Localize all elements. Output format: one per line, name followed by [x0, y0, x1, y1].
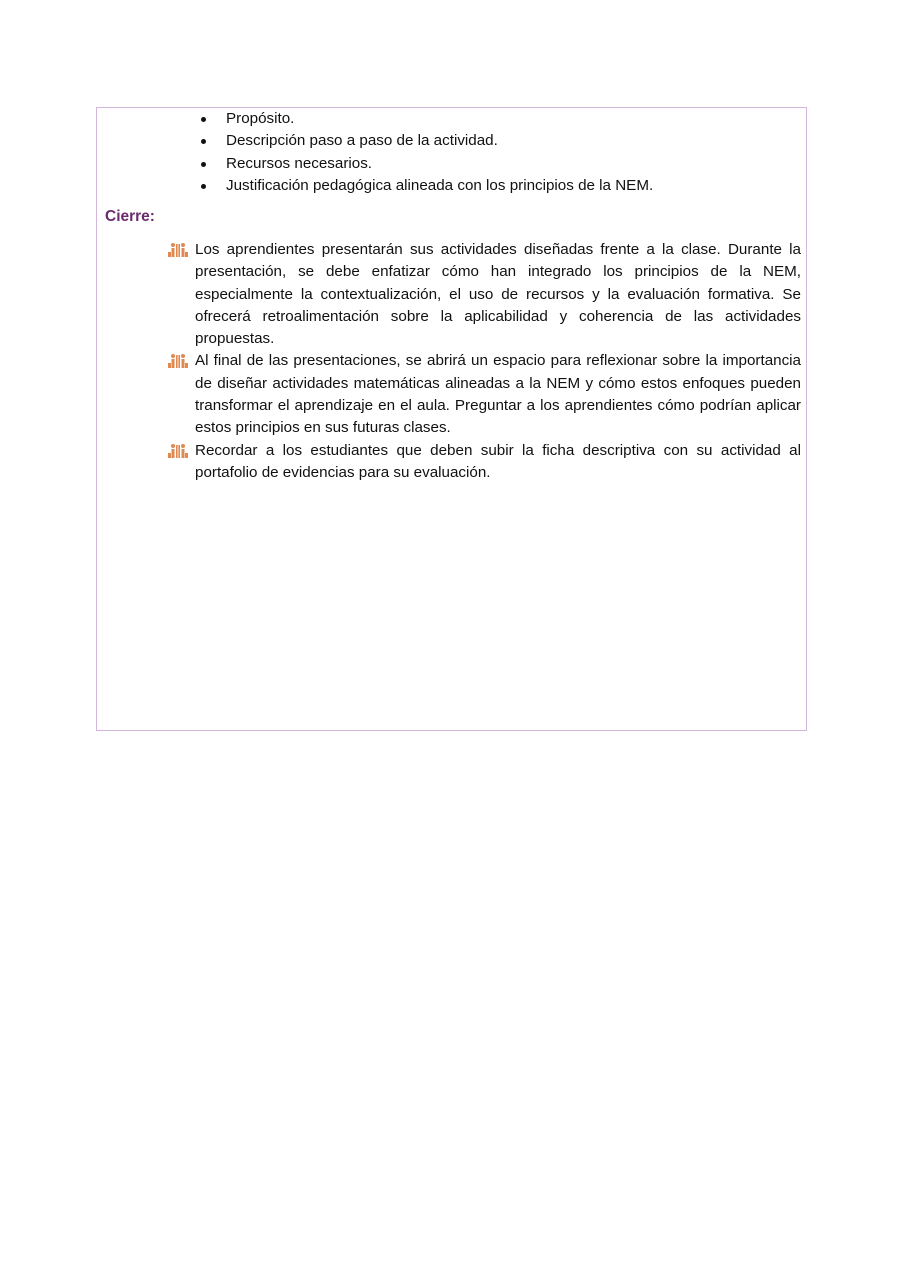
bullet-dot-icon [201, 117, 206, 122]
list-item [97, 175, 653, 197]
list-item-text: Propósito. [226, 110, 295, 127]
list-item-text: Recursos necesarios. [226, 154, 373, 172]
closing-item-text: Al final de las presentaciones, se abrirá un espacio para reflexionar sobre la importancia de diseñar actividades matemáticas alineadas a la NEM y cómo estos enfoques pueden transformar el aprendizaje en el aula. Preguntar a los aprendientes cómo podrían aplicar estos principios en sus futuras clases. [195, 352, 801, 437]
list-item [167, 440, 801, 485]
book-people-icon [168, 353, 188, 368]
list-item [97, 130, 653, 152]
list-item-text: Descripción paso a paso de la actividad. [226, 132, 498, 150]
section-title-cierre: Cierre: [105, 208, 155, 225]
closing-item-text: Recordar a los estudiantes que deben subir la ficha descriptiva con su actividad al portafolio de evidencias para su evaluación. [195, 441, 801, 481]
bullet-dot-icon [201, 162, 206, 167]
book-people-icon [168, 443, 188, 458]
closing-item-text: Los aprendientes presentarán sus actividades diseñadas frente a la clase. Durante la presentación, se debe enfatizar cómo han integrado los principios de la NEM, especialmente la contextualización, el uso de recursos y la evaluación formativa. Se ofrecerá retroalimentación sobre la aplicabilidad y coherencia de las actividades propuestas. [195, 241, 801, 348]
bullet-dot-icon [201, 184, 206, 189]
list-item [97, 153, 653, 175]
activity-requirements-list [97, 108, 653, 197]
list-item-text: Justificación pedagógica alineada con los principios de la NEM. [226, 176, 654, 194]
list-item [97, 108, 653, 130]
list-item [167, 239, 801, 350]
bullet-dot-icon [201, 139, 206, 144]
book-people-icon [168, 242, 188, 257]
closing-list [167, 239, 801, 484]
list-item [167, 350, 801, 439]
lesson-plan-box [96, 107, 807, 731]
